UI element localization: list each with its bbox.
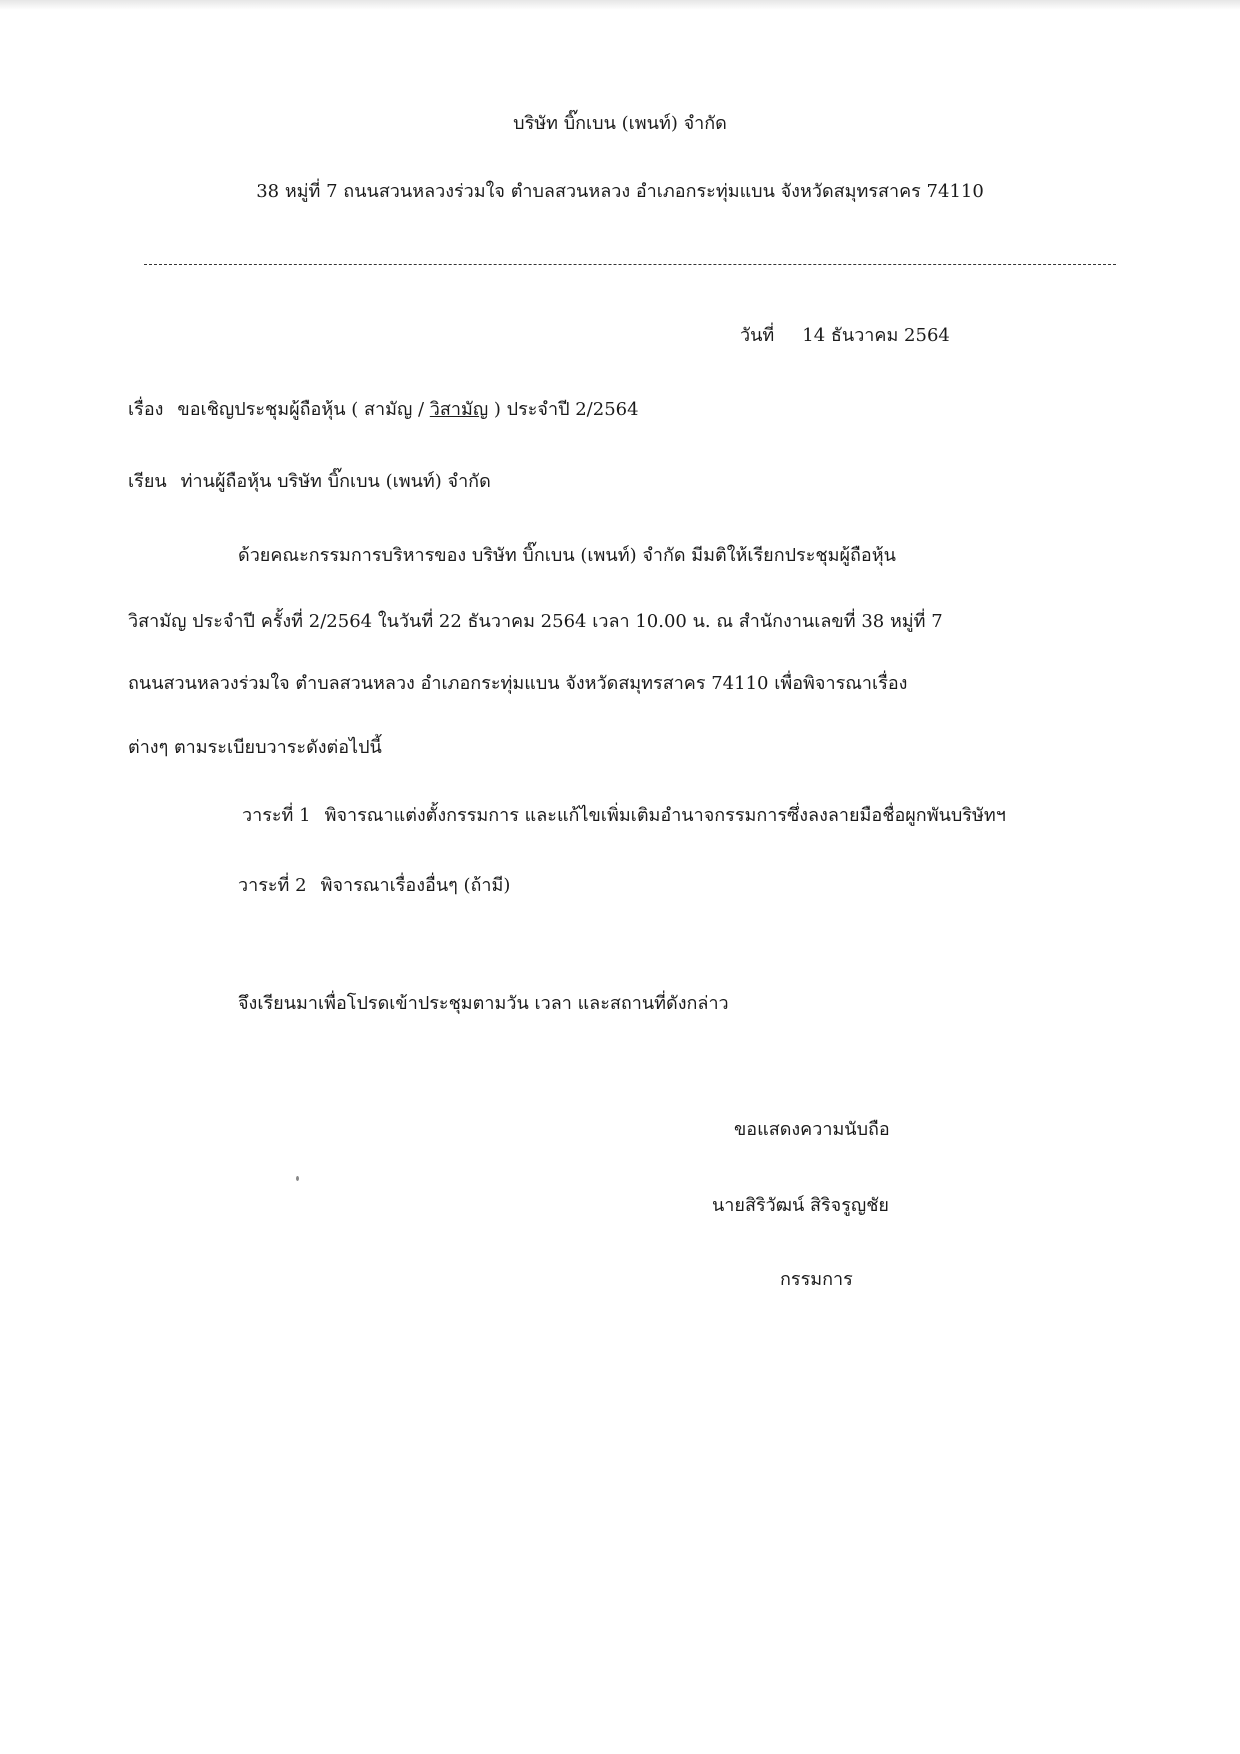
agenda-item-1-text: พิจารณาแต่งตั้งกรรมการ และแก้ไขเพิ่มเติมอำนาจกรรมการซึ่งลงลายมือชื่อผูกพันบริษัทฯ (324, 805, 1006, 826)
signature-regards: ขอแสดงความนับถือ (734, 1119, 890, 1140)
agenda-item-2-text: พิจารณาเรื่องอื่นๆ (ถ้ามี) (320, 875, 511, 896)
company-address: 38 หมู่ที่ 7 ถนนสวนหลวงร่วมใจ ตำบลสวนหลวง อำเภอกระทุ่มแบน จังหวัดสมุทรสาคร 74110 (256, 181, 984, 202)
subject-text-before: ขอเชิญประชุมผู้ถือหุ้น ( สามัญ / (177, 399, 430, 420)
signature-name: นายสิริวัฒน์ สิริจรูญชัย (712, 1195, 889, 1216)
recipient-line (128, 470, 491, 494)
subject-text-after: ) ประจำปี 2/2564 (488, 399, 639, 420)
subject-underlined: วิสามัญ (429, 399, 489, 420)
agenda-item-2-label: วาระที่ 2 (238, 875, 307, 896)
agenda-item-2 (238, 874, 510, 898)
closing-text: จึงเรียนมาเพื่อโปรดเข้าประชุมตามวัน เวลา และสถานที่ดังกล่าว (238, 993, 729, 1014)
subject-label: เรื่อง (128, 399, 164, 420)
date-value: 14 ธันวาคม 2564 (802, 325, 950, 346)
scan-speck (296, 1176, 299, 1181)
dashed-divider (144, 264, 1116, 265)
signature-title: กรรมการ (780, 1269, 853, 1290)
agenda-item-1-label: วาระที่ 1 (242, 805, 311, 826)
agenda-item-1 (242, 804, 1006, 828)
date-line (740, 324, 950, 348)
recipient-label: เรียน (128, 471, 167, 492)
body-line-4: ต่างๆ ตามระเบียบวาระดังต่อไปนี้ (128, 737, 382, 758)
date-label: วันที่ (740, 325, 775, 346)
subject-line (128, 398, 639, 422)
scan-edge-shadow (0, 0, 1240, 10)
company-name: บริษัท บิ๊กเบน (เพนท์) จำกัด (513, 113, 727, 134)
body-line-2: วิสามัญ ประจำปี ครั้งที่ 2/2564 ในวันที่ 22 ธันวาคม 2564 เวลา 10.00 น. ณ สำนักงานเลขที่ 38 หมู่ที่ 7 (128, 611, 943, 632)
body-line-1: ด้วยคณะกรรมการบริหารของ บริษัท บิ๊กเบน (เพนท์) จำกัด มีมติให้เรียกประชุมผู้ถือหุ้น (238, 545, 896, 566)
body-line-3: ถนนสวนหลวงร่วมใจ ตำบลสวนหลวง อำเภอกระทุ่มแบน จังหวัดสมุทรสาคร 74110 เพื่อพิจารณาเรื่อง (128, 673, 908, 694)
recipient-text: ท่านผู้ถือหุ้น บริษัท บิ๊กเบน (เพนท์) จำกัด (180, 471, 491, 492)
